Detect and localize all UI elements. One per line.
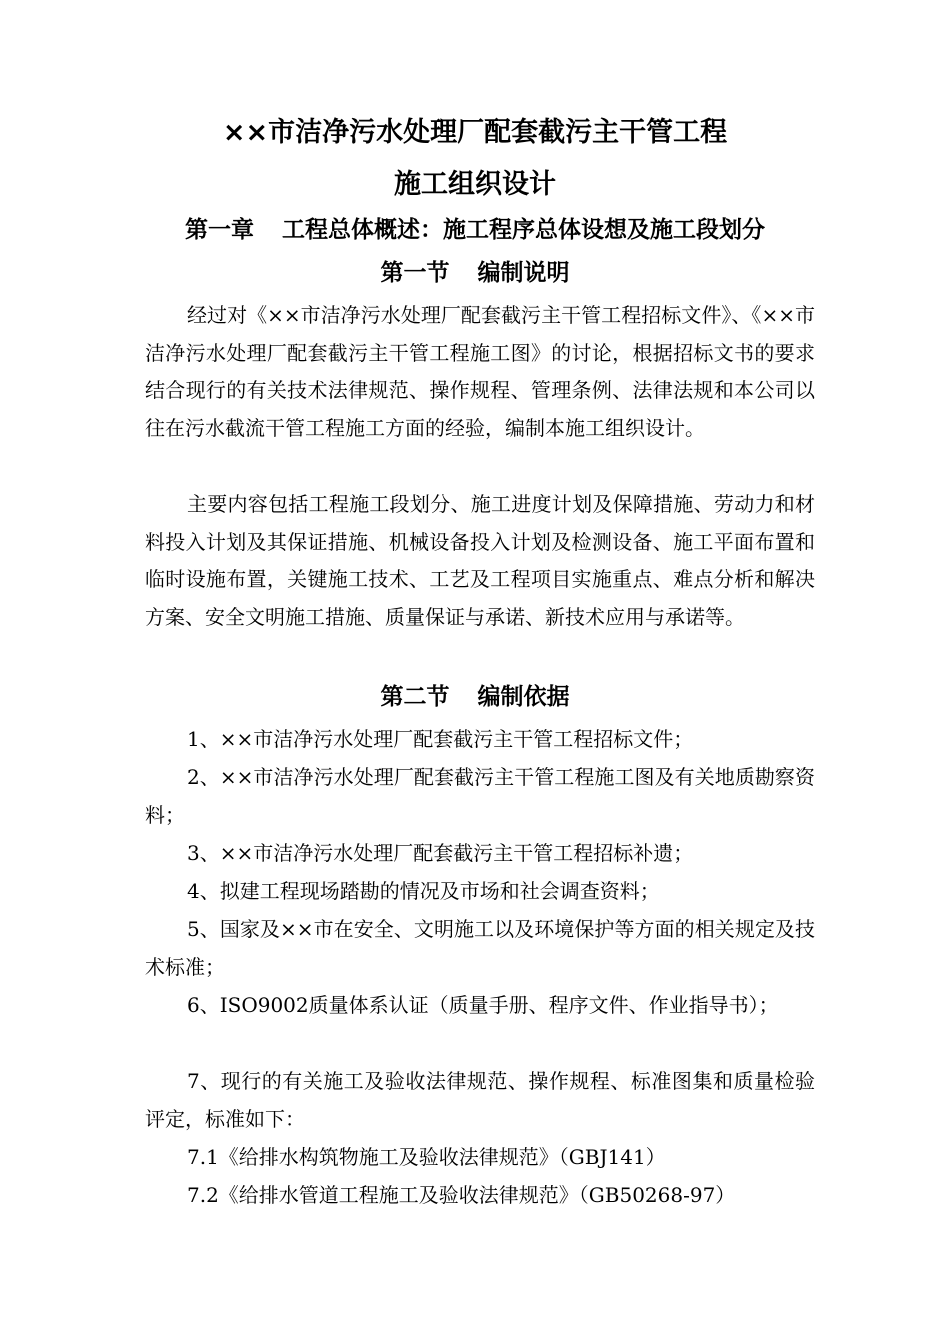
- chapter-heading: [0, 211, 950, 249]
- list-item: 1、××市洁净污水处理厂配套截污主干管工程招标文件；: [187, 727, 694, 751]
- document-title: ××市洁净污水处理厂配套截污主干管工程: [222, 117, 728, 148]
- section-title: 编制说明: [477, 260, 570, 286]
- list-item: 6、ISO9002质量体系认证（质量手册、程序文件、作业指导书）；: [187, 993, 779, 1017]
- chapter-number: 第一章: [185, 217, 254, 243]
- body-paragraph: 主要内容包括工程施工段划分、施工进度计划及保障措施、劳动力和材料投入计划及其保证措施、机械设备投入计划及检测设备、施工平面布置和临时设施布置，关键施工技术、工艺及工程项目实施重点、难点分析和解决方案、安全文明施工措施、质量保证与承诺、新技术应用与承诺等。: [145, 492, 815, 629]
- list-item: 2、××市洁净污水处理厂配套截污主干管工程施工图及有关地质勘察资料；: [145, 765, 815, 827]
- chapter-title: 工程总体概述：施工程序总体设想及施工段划分: [282, 217, 765, 243]
- document-subtitle: 施工组织设计: [394, 169, 556, 200]
- section-number: 第二节: [380, 684, 450, 710]
- sub-list-item: 7.1《给排水构筑物施工及验收法律规范》（GBJ141）: [187, 1145, 666, 1169]
- sub-list-item: 7.2《给排水管道工程施工及验收法律规范》（GB50268-97）: [187, 1183, 736, 1207]
- list-item: 4、拟建工程现场踏勘的情况及市场和社会调查资料；: [187, 879, 660, 903]
- section-heading: [0, 678, 950, 716]
- list-item: 3、××市洁净污水处理厂配套截污主干管工程招标补遗；: [187, 841, 694, 865]
- section-number: 第一节: [380, 260, 450, 286]
- section-heading: [0, 254, 950, 292]
- body-paragraph: 经过对《××市洁净污水处理厂配套截污主干管工程招标文件》、《××市洁净污水处理厂配套截污主干管工程施工图》的讨论，根据招标文书的要求结合现行的有关技术法律规范、操作规程、管理条例、法律法规和本公司以往在污水截流干管工程施工方面的经验，编制本施工组织设计。: [145, 303, 815, 440]
- list-item: 5、国家及××市在安全、文明施工以及环境保护等方面的相关规定及技术标准；: [145, 917, 815, 979]
- list-item: 7、现行的有关施工及验收法律规范、操作规程、标准图集和质量检验评定，标准如下：: [145, 1069, 815, 1131]
- section-title: 编制依据: [477, 684, 570, 710]
